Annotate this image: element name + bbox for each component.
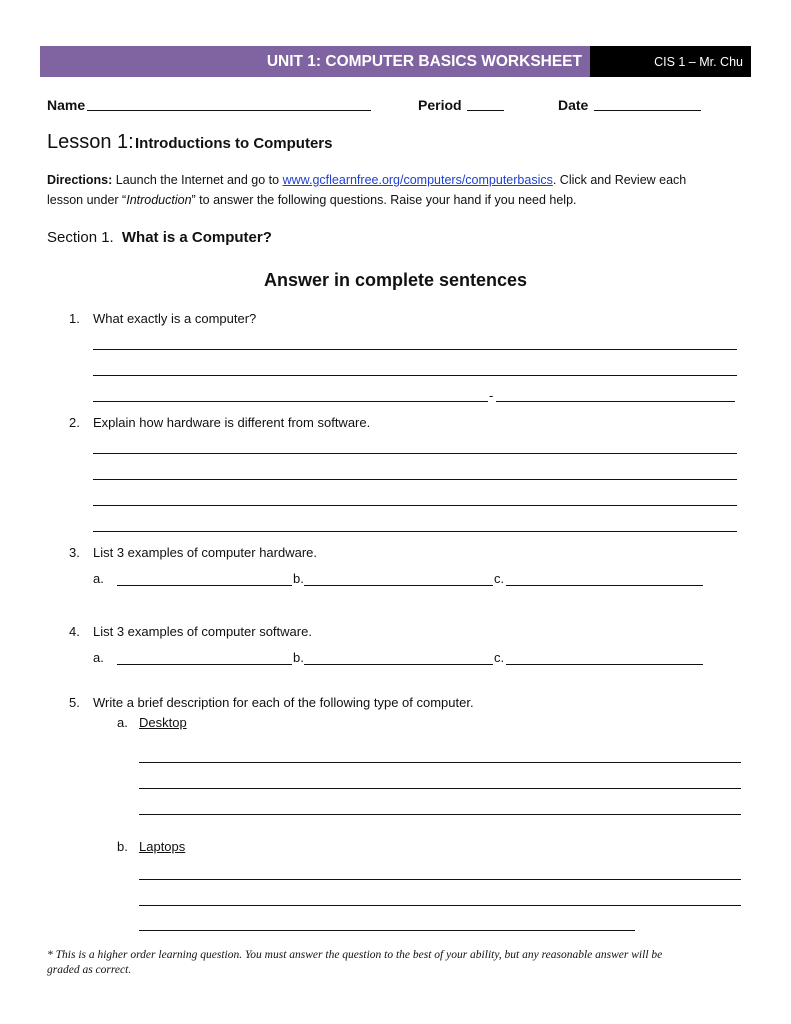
answer-line[interactable] bbox=[139, 905, 741, 906]
directions-text-1: Launch the Internet and go to bbox=[115, 173, 280, 187]
software-c-field[interactable] bbox=[506, 664, 703, 665]
date-field[interactable] bbox=[594, 110, 701, 111]
worksheet-title: UNIT 1: COMPUTER BASICS WORKSHEET bbox=[266, 52, 582, 70]
answer-line[interactable] bbox=[93, 375, 737, 376]
option-a-label: a. bbox=[93, 650, 104, 665]
directions-text-3: lesson under “ bbox=[47, 193, 127, 207]
period-field[interactable] bbox=[467, 110, 504, 111]
directions-text-4: ” to answer the following questions. Raise your hand if you need help. bbox=[191, 193, 577, 207]
answer-line[interactable] bbox=[93, 349, 737, 350]
answer-line[interactable] bbox=[139, 788, 741, 789]
question-number: 4. bbox=[69, 624, 80, 639]
option-c-label: c. bbox=[494, 650, 505, 665]
directions-text-2: . Click and Review each bbox=[552, 173, 687, 187]
footnote-line-1: * This is a higher order learning question. You must answer the question to the best of your ability, but any reasonable answer will be bbox=[47, 949, 663, 961]
directions-line-1 bbox=[47, 173, 686, 187]
directions-line-2 bbox=[47, 193, 577, 207]
sub-item-letter: a. bbox=[117, 715, 128, 730]
question-number: 3. bbox=[69, 545, 80, 560]
hardware-a-field[interactable] bbox=[117, 585, 292, 586]
question-number: 5. bbox=[69, 695, 80, 710]
answer-line[interactable] bbox=[139, 762, 741, 763]
hardware-c-field[interactable] bbox=[506, 585, 703, 586]
answer-line[interactable] bbox=[93, 505, 737, 506]
name-field[interactable] bbox=[87, 110, 371, 111]
option-b-label: b. bbox=[293, 571, 304, 586]
software-b-field[interactable] bbox=[304, 664, 493, 665]
section-label: Section 1. bbox=[47, 229, 114, 246]
date-label: Date bbox=[558, 97, 589, 113]
question-number: 2. bbox=[69, 415, 80, 430]
lesson-title: Introductions to Computers bbox=[135, 135, 333, 152]
software-a-field[interactable] bbox=[117, 664, 292, 665]
sub-item-desktop: Desktop bbox=[139, 715, 187, 730]
answer-line[interactable] bbox=[93, 401, 488, 402]
option-a-label: a. bbox=[93, 571, 104, 586]
directions-emphasis: Introduction bbox=[126, 193, 192, 207]
answer-line[interactable] bbox=[139, 930, 635, 931]
question-text: List 3 examples of computer hardware. bbox=[93, 545, 317, 560]
answer-line[interactable] bbox=[139, 879, 741, 880]
sub-item-laptops: Laptops bbox=[139, 839, 186, 854]
question-text: Explain how hardware is different from software. bbox=[93, 415, 371, 430]
answer-heading: Answer in complete sentences bbox=[263, 270, 528, 290]
course-banner bbox=[590, 46, 751, 77]
option-c-label: c. bbox=[494, 571, 505, 586]
answer-line[interactable] bbox=[93, 453, 737, 454]
lesson-label: Lesson 1: bbox=[47, 131, 134, 153]
computerbasics-link[interactable]: www.gcflearnfree.org/computers/computerbasics bbox=[282, 173, 553, 187]
option-b-label: b. bbox=[293, 650, 304, 665]
hyphen-mark: - bbox=[489, 388, 494, 403]
question-text: Write a brief description for each of the following type of computer. bbox=[93, 695, 474, 710]
section-title: What is a Computer? bbox=[121, 229, 272, 246]
question-number: 1. bbox=[69, 311, 80, 326]
course-label: CIS 1 – Mr. Chu bbox=[654, 54, 743, 69]
answer-line[interactable] bbox=[93, 479, 737, 480]
name-label: Name bbox=[47, 97, 86, 113]
footnote-line-2: graded as correct. bbox=[47, 964, 132, 976]
question-text: What exactly is a computer? bbox=[93, 311, 257, 326]
answer-line[interactable] bbox=[139, 814, 741, 815]
period-label: Period bbox=[418, 97, 462, 113]
section-heading bbox=[47, 229, 272, 246]
sub-item-letter: b. bbox=[117, 839, 128, 854]
worksheet-title-banner bbox=[40, 46, 590, 77]
answer-line[interactable] bbox=[93, 531, 737, 532]
hardware-b-field[interactable] bbox=[304, 585, 493, 586]
question-text: List 3 examples of computer software. bbox=[93, 624, 312, 639]
directions-label: Directions: bbox=[47, 173, 113, 187]
answer-line[interactable] bbox=[496, 401, 735, 402]
